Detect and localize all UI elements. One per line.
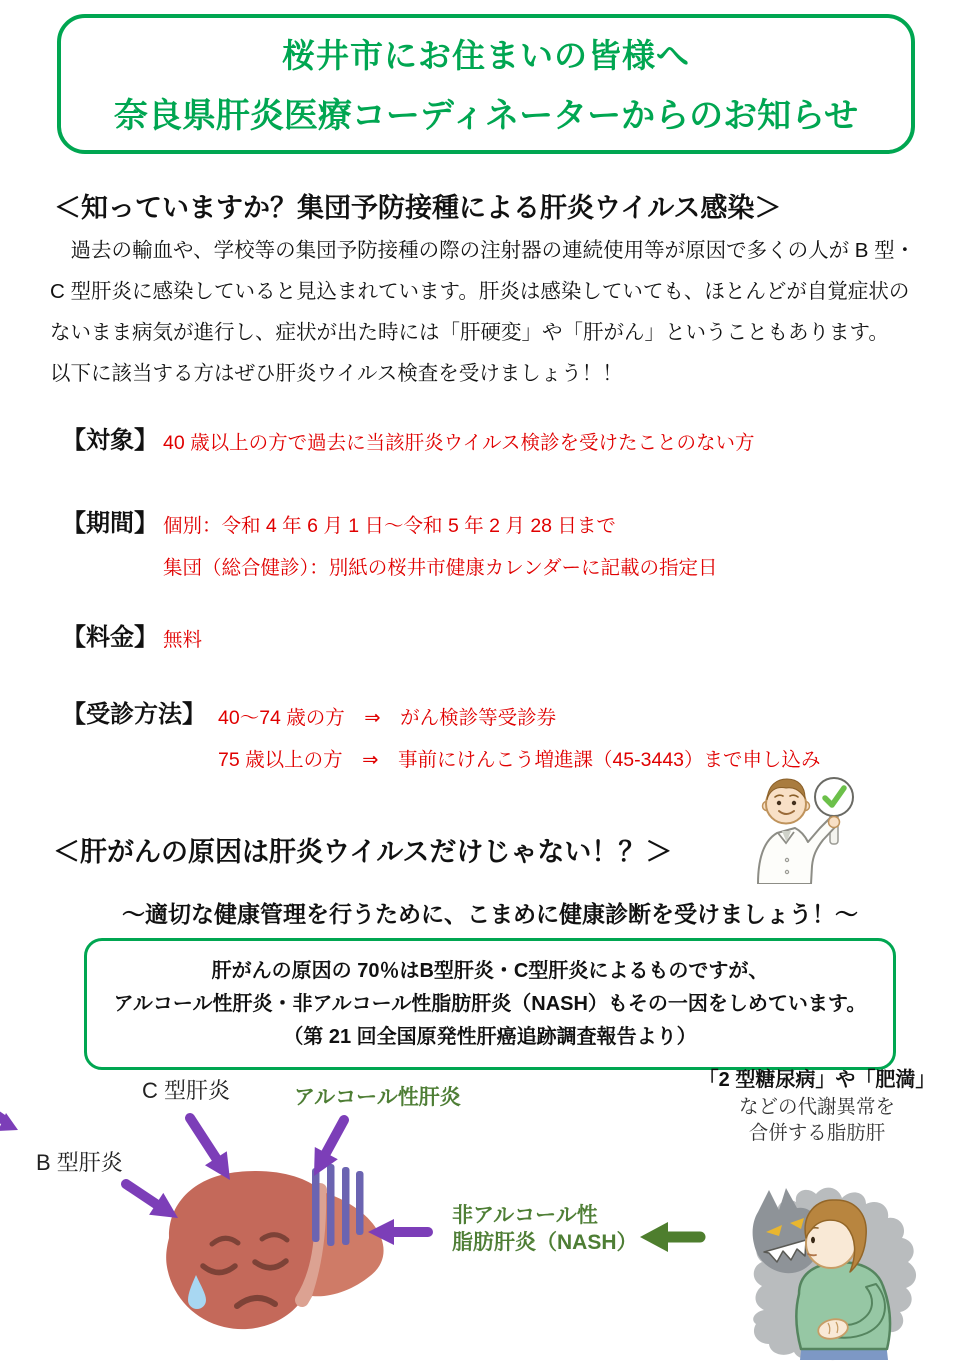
paragraph-line: 以下に該当する方はぜひ肝炎ウイルス検査を受けましょう！！	[50, 362, 623, 385]
section2-heading: ＜肝がんの原因は肝炎ウイルスだけじゃない！？＞	[53, 837, 673, 867]
sad-liver-illustration	[166, 1171, 383, 1329]
section1-paragraph	[50, 230, 935, 394]
doctor-coat	[758, 818, 837, 884]
arrow-edge-fragment	[0, 1112, 2, 1119]
label-nash-line1: 非アルコール性	[452, 1204, 598, 1227]
period-value-group: 集団（総合健診）：別紙の桜井市健康カレンダーに記載の指定日	[163, 557, 718, 579]
label-hepatitis-b: B 型肝炎	[36, 1150, 123, 1175]
arrow-alcoholic	[326, 1120, 344, 1153]
period-label: 【期間】	[62, 510, 158, 537]
arrow-hepatitis-b	[126, 1184, 156, 1204]
header-line2: 奈良県肝炎医療コーディネーターからのお知らせ	[113, 97, 859, 135]
sign-circle	[815, 778, 853, 816]
label-nash-line2: 脂肪肝炎（NASH）	[452, 1231, 638, 1254]
header-box	[57, 14, 915, 154]
paragraph-line: ないまま病気が進行し、症状が出た時には「肝硬変」や「肝がん」ということもあります。	[50, 321, 889, 344]
fee-label: 【料金】	[62, 624, 158, 651]
statistics-line: アルコール性肝炎・非アルコール性脂肪肝炎（NASH）もその一因をしめています。	[113, 993, 867, 1015]
metabolic-person-illustration	[753, 1188, 916, 1361]
doctor-hand	[829, 817, 840, 828]
label-alcoholic-hepatitis: アルコール性肝炎	[294, 1086, 461, 1109]
doctor-eye	[792, 801, 796, 805]
label-hepatitis-c: C 型肝炎	[142, 1078, 231, 1103]
method-value-40-74: 40～74 歳の方 ⇒ がん検診等受診券	[218, 707, 557, 729]
paragraph-line: 過去の輸血や、学校等の集団予防接種の際の注射器の連続使用等が原因で多くの人が B 型・	[50, 239, 916, 262]
header-line1: 桜井市にお住まいの皆様へ	[282, 37, 690, 74]
doctor-eye	[777, 801, 781, 805]
section2-subheading: ～適切な健康管理を行うために、こまめに健康診断を受けましょう！～	[122, 901, 858, 927]
fee-value: 無料	[163, 629, 203, 651]
liver-diagram-illustration	[0, 1060, 980, 1363]
metabolic-line3: 合併する脂肪肝	[748, 1122, 886, 1144]
paragraph-line: C 型肝炎に感染していると見込まれています。肝炎は感染していても、ほとんどが自覚症状の	[50, 280, 910, 303]
section1-heading: ＜知っていますか？集団予防接種による肝炎ウイルス感染＞	[54, 193, 782, 223]
statistics-box	[84, 938, 896, 1070]
arrow-person-to-nash	[640, 1222, 700, 1252]
metabolic-line2: などの代謝異常を	[738, 1096, 895, 1118]
target-value: 40 歳以上の方で過去に当該肝炎ウイルス検診を受けたことのない方	[163, 432, 755, 454]
doctor-checkmark-illustration	[748, 776, 933, 884]
statistics-line: （第 21 回全国原発性肝癌追跡調査報告より）	[283, 1026, 697, 1048]
metabolic-line1: 「2 型糖尿病」や「肥満」	[698, 1069, 936, 1091]
target-label: 【対象】	[62, 427, 158, 454]
method-value-75plus: 75 歳以上の方 ⇒ 事前にけんこう増進課（45-3443）まで申し込み	[218, 749, 821, 771]
period-value-individual: 個別：令和 4 年 6 月 1 日～令和 5 年 2 月 28 日まで	[163, 515, 616, 537]
statistics-line: 肝がんの原因の 70％はB型肝炎・C型肝炎によるものですが、	[211, 960, 769, 982]
method-label: 【受診方法】	[62, 701, 206, 728]
person-eye	[811, 1237, 815, 1243]
arrow-hepatitis-c	[190, 1118, 216, 1158]
